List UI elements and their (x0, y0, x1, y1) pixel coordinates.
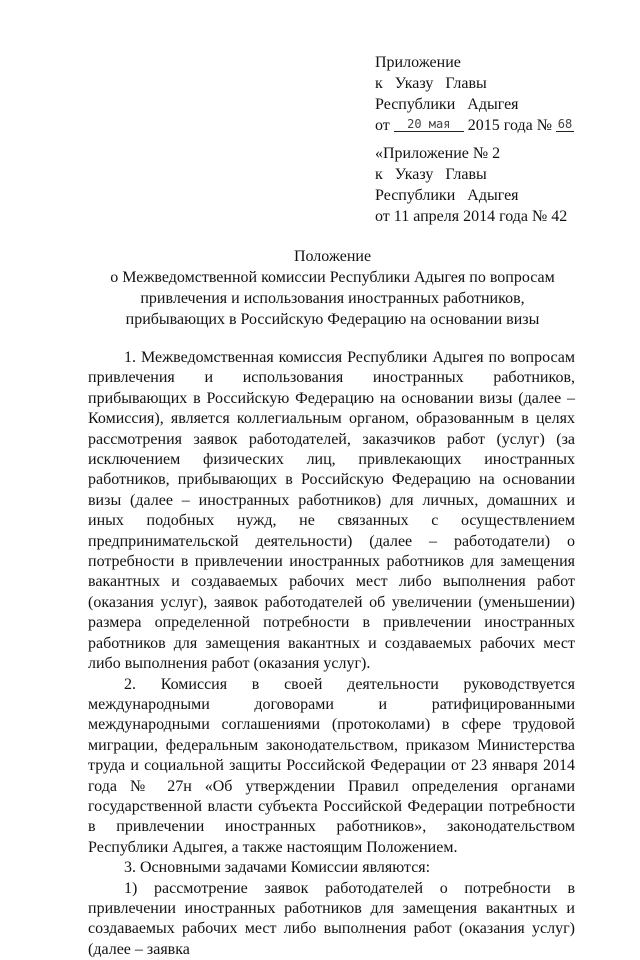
appendix-date-line (375, 115, 615, 136)
appendix-original-decree-ref: к Указу Главы (375, 166, 487, 183)
paragraph-4: 1) рассмотрение заявок работодателей о потребности в привлечении иностранных работников для замещения вакантных и создаваемых рабочих мест либо выполнения работ (оказания услуг) (далее – заявка (88, 879, 575, 958)
document-title: Положение (293, 248, 372, 265)
appendix-header-original (375, 143, 615, 227)
appendix-decree-ref: к Указу Главы (375, 75, 487, 92)
appendix-original-date: от 11 апреля 2014 года № 42 (375, 208, 568, 225)
appendix-original-label: «Приложение № 2 (375, 145, 501, 162)
paragraph-1: 1. Межведомственная комиссия Республики Адыгея по вопросам привлечения и использования иностранных работников, прибывающих в Российскую Федерацию на основании визы (далее – Комиссия), является коллегиальным органом, образованным в целях рассмотрения заявок работодателей, заказчиков работ (услуг) (за исключением физических лиц, привлекающих иностранных работников, прибывающих в Российскую Федерацию на основании визы (далее – иностранных работников) для личных, домашних и иных подобных нужд, не связанных с осуществлением предпринимательской деятельности) (далее – работодатели) о потребности в привлечении иностранных работников для замещения вакантных и создаваемых рабочих мест либо выполнения работ (оказания услуг), заявок работодателей об увеличении (уменьшении) размера определенной потребности в привлечении иностранных работников для замещения вакантных и создаваемых рабочих мест либо выполнения работ (оказания услуг). (88, 349, 575, 673)
appendix-header-current (375, 52, 615, 136)
document-body (88, 348, 575, 960)
date-prefix: от (375, 117, 390, 134)
handwritten-date: 20 мая (394, 117, 464, 132)
paragraph-2: 2. Комиссия в своей деятельности руководствуется международными договорами и ратифицированными международными соглашениями (протоколами) в сфере трудовой миграции, федеральным законодательством, приказом Министерства труда и социальной защиты Российской Федерации от 23 января 2014 года № 27н «Об утверждении Правил определения органами государственной власти субъекта Российской Федерации потребности в привлечении иностранных работников», законодательством Республики Адыгея, а также настоящим Положением. (88, 675, 575, 856)
paragraph-3: 3. Основными задачами Комиссии являются: (124, 859, 431, 877)
document-subtitle: о Межведомственной комиссии Республики Адыгея по вопросам привлечения и использования иностранных работников, прибывающих в Российскую Федерацию на основании визы (110, 269, 555, 328)
appendix-label: Приложение (375, 54, 461, 71)
appendix-original-republic: Республики Адыгея (375, 187, 519, 204)
document-heading (90, 246, 575, 330)
appendix-republic: Республики Адыгея (375, 96, 519, 113)
handwritten-number: 68 (557, 117, 573, 131)
year-text: 2015 года № (467, 117, 552, 134)
